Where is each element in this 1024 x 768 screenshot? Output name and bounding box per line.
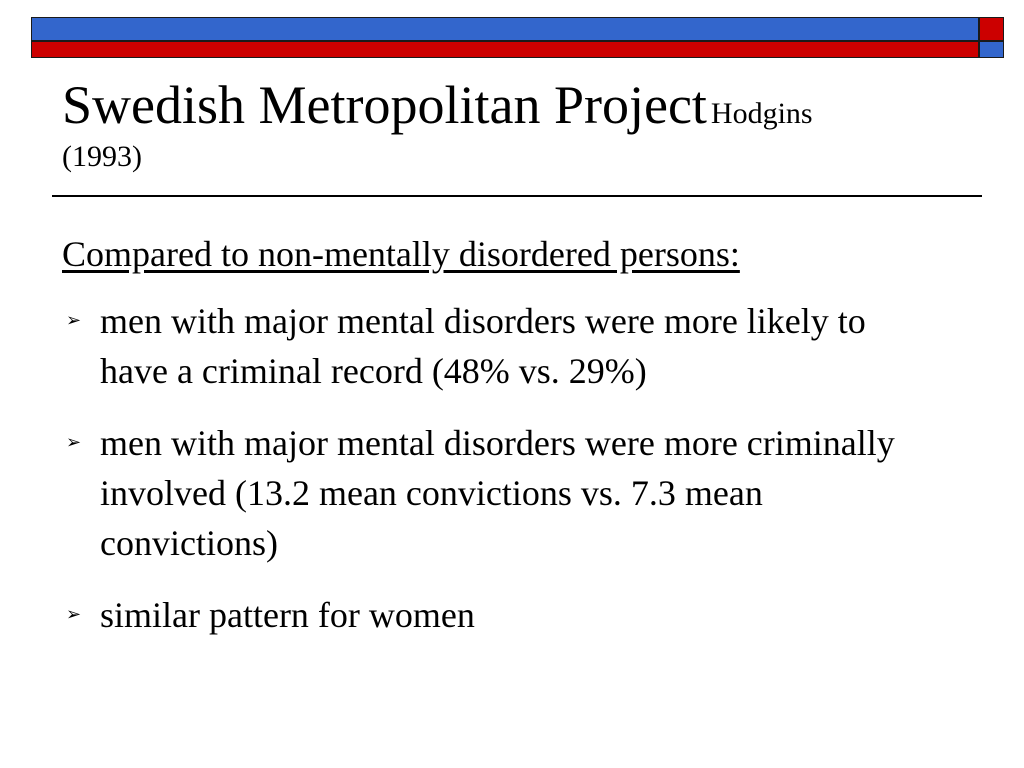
slide-body xyxy=(62,233,942,662)
title-divider xyxy=(52,195,982,197)
header-square-blue xyxy=(979,41,1004,58)
bullet-item xyxy=(62,296,942,396)
title-author: Hodgins xyxy=(710,97,813,130)
arrow-bullet-icon: ➢ xyxy=(66,432,82,454)
bullet-list xyxy=(62,296,942,640)
bullet-text: similar pattern for women xyxy=(100,595,475,636)
slide-title xyxy=(62,75,982,173)
title-main: Swedish Metropolitan Project xyxy=(62,75,707,135)
arrow-bullet-icon: ➢ xyxy=(66,604,82,626)
bullet-text: men with major mental disorders were more likely to have a criminal record (48% vs. 29%) xyxy=(100,301,866,392)
header-bar-red xyxy=(31,41,979,58)
header-square-red xyxy=(979,17,1004,41)
arrow-bullet-icon: ➢ xyxy=(66,310,82,332)
bullet-item xyxy=(62,590,942,640)
bullet-item xyxy=(62,418,942,568)
title-year: (1993) xyxy=(62,140,142,173)
intro-text: Compared to non-mentally disordered persons: xyxy=(62,234,740,274)
header-bar-blue xyxy=(31,17,979,41)
bullet-text: men with major mental disorders were more criminally involved (13.2 mean convictions vs. 7.3 mean convictions) xyxy=(100,423,895,564)
